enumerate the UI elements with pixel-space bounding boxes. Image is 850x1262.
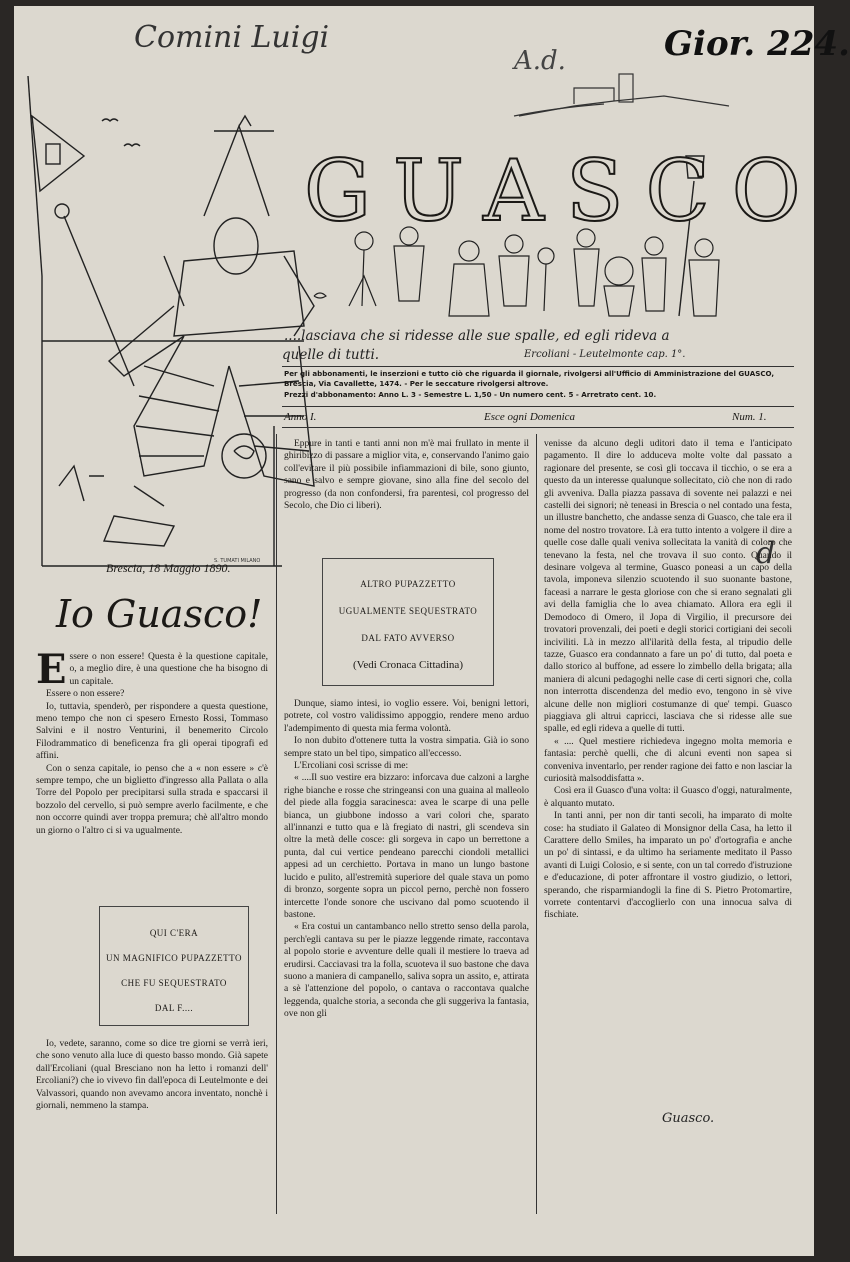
article-column-2: [284, 438, 529, 512]
article-column-3: [544, 438, 792, 922]
col2-paragraph-5: « ....Il suo vestire era bizzaro: inforcava due calzoni a larghe righe bianche e rosse che stringeansi con una guaina al malleolo del piede alla foggia saracinesca: avea le scarpe di una pelle bianca, un giubbone indosso a vari colori che, sparato all'innanzi e tutto qua e là fregiato di nastri, gli scendeva sin oltre la metà delle cosce: gli sorgeva in capo un berrettone a punta, dal cui vertice pendeano parecchi ciondoli metallici appesi ad un cerchietto. Portava in mano un lungo bastone lucido e pulito, all'estremità superiore del quale stava un pomo di bronzo, sorgente sopra un piccol perno, perchè non fossero intercette l'onde sonore che uscivano dal pomo scuotendo il bastone.: [284, 773, 529, 920]
box1-line-3: CHE FU SEQUESTRATO: [121, 978, 227, 988]
handwritten-margin-mark: d: [756, 536, 776, 571]
notice-rule-top: [282, 366, 794, 367]
masthead-title: GUASCO: [304, 142, 823, 240]
subscription-notice: Per gli abbonamenti, le inserzioni e tutto ciò che riguarda il giornale, rivolgersi all'Ufficio di Amministrazione del GUASCO, Brescia, Via Cavallette, 1474. - Per le seccature rivolgersi altrove.: [284, 369, 775, 388]
sequestered-cartoon-box-1: [99, 906, 249, 1026]
motto-line-2: quelle di tutti.: [282, 347, 380, 363]
handwritten-name: Comini Luigi: [134, 20, 330, 55]
box1-line-4: DAL F....: [154, 1003, 194, 1013]
box1-line-1: QUI C'ERA: [149, 928, 199, 938]
box2-line-2: UGUALMENTE SEQUESTRATO: [338, 606, 478, 616]
notice-rule-bottom: [282, 406, 794, 407]
col2-paragraph-6: « Era costui un cantambanco nello stretto senso della parola, perch'egli cantava su per le piazze leggende rimate, raccontava al popolo storie e avventure delle quali il mestiere lo traeva ad erudirsi. Cacciavasi tra la folla, scuoteva il suo bastone che dava suono a maniera di campanello, saliva sopra un assito, e, attirata a sè l'attenzione del popolo, o cantava o raccontava qualche leggenda, qualche storia, a seconda che gli suggeriva la fantasia, ove non gli: [284, 922, 529, 1020]
article-column-1-bottom: [36, 1038, 268, 1112]
dateline: Brescia, 18 Maggio 1890.: [106, 561, 231, 575]
col3-paragraph-1: venisse da alcuno degli uditori dato il tema e l'anticipato pagamento. Il dire lo adduceva molte volte dal passato a ragionare del presente, se così gli toccava il ticchio, o se era a questo da un interesse qualunque sollecitato, ciò che non di rado gli avveniva. Dalla piazza passava di sovente nei palazzi e nei castelli dei signori; nè teneasi in Brescia o nel contado una festa, un illustre banchetto, che andasse senza di Guasco, che tale era il nome del nostro trovatore. Là era tutto intento a volgere il dire a quelle cose dalle quali veniva sollecitata la vanità di coloro che tenevano la festa, nel che trovava il suo conto. Quando il desinare volgeva al termine, Guasco poneasi a un capo della tavola, imponeva silenzio scuotendo il suo suonante bastone, faceasi a narrare le gesta gloriose con che si erano segnalati gli avi della famiglia che lo avea chiamato. Allora era egli il Demodoco di Omero, il Jopa di Virgilio, il precursore dei trovatori provenzali, dei poeti e degli storici cortigiani dei secoli inciviliti. Là in mezzo all'ilarità della festa, al tripudio delle tazze, Guasco era condannato a fare un po' di tutto, dal poeta e dallo storico al buffone, ad essere lo zimbello della brigata; alla maniera di alcuni pedagoghi nelle case di certi signori che, colla non interrotta discendenza del medio evo, tengono in sè vive alcune delle non migliori costumanze di que' tempi. Guasco piaggiava gli altrui capricci, lasciava che si ridesse alle sue spalle, ed egli rideva a quelle di tutti.: [544, 439, 792, 735]
col1-paragraph-2: Essere o non essere?: [46, 689, 125, 700]
issue-frequency: Esce ogni Domenica: [484, 411, 576, 423]
issue-year: Anno I.: [284, 411, 317, 423]
column-divider-1: [276, 434, 277, 1214]
sequestered-cartoon-box-2: [322, 558, 494, 686]
artist-credit: S. TUMATI MILANO: [214, 558, 261, 564]
article-column-1: [36, 646, 268, 837]
newspaper-page: [14, 6, 850, 1256]
headline: Io Guasco!: [56, 592, 263, 636]
box2-note: (Vedi Cronaca Cittadina): [353, 659, 463, 671]
subscription-prices: Prezzi d'abbonamento: Anno L. 3 - Semestre L. 1,50 - Un numero cent. 5 - Arretrato cent. 10.: [284, 390, 657, 399]
col1-paragraph-3: Io, tuttavia, spenderò, per rispondere a questa questione, meno tempo che non ci spesero Ernesto Rossi, Tommaso Salvini e il nostro Venturini, il benemerito Circolo Filodrammatico di beneficenza fra gli operai tipografi ed affini.: [36, 701, 268, 762]
col2-paragraph-3: Io non dubito d'ottenere tutta la vostra simpatia. Già io sono sempre stato un bel tipo, simpatico all'eccesso.: [284, 736, 529, 759]
handwritten-archive-number: Gior. 224.: [664, 24, 850, 64]
col2-paragraph-4: L'Ercoliani così scrisse di me:: [294, 761, 409, 772]
box1-line-2: UN MAGNIFICO PUPAZZETTO: [105, 953, 242, 963]
col1-paragraph-5: Io, vedete, saranno, come so dice tre giorni se verrà ieri, che sono venuto alla luce di questo basso mondo. Già sapete dall'Ercoliani (qual Bresciano non ha letto i romanzi dell' Ercoliani?) che io vivevo fin dall'epoca di Leutelmonte e dei Valvassori, quando non avevamo ancora inventato, nonchè i giornali, nemmeno la stampa.: [36, 1039, 268, 1112]
col2-paragraph-1: Eppure in tanti e tanti anni non m'è mai frullato in mente il ghiribizzo di passare a miglior vita, e, conservando l'animo gaio coll'evitare il più possibile infiammazioni di bile, sono giunto, sano e salvo e sempre giovane, sino alla fine del secolo del progresso (da non confondersi, fra parentesi, col progresso del Secolo, che Dio ci liberi).: [284, 439, 529, 512]
col3-paragraph-4: In tanti anni, per non dir tanti secoli, ha imparato di molte cose: ha studiato il Galateo di Monsignor della Casa, ha letto il Carattere dello Smiles, ha imparato un po' d'ortografia e anche un po' di sintassi, e da ultimo ha seriamente meditato il Passo avanti di Luigi Colosio, e si sente, con un tal corredo d'istruzione e d'educazione, di poter affrontare il vostro giudizio, o lettori, sperando, che risparmiandogli la fine di S. Pietro Protomartire, vorrete contentarvi d'accoglierlo con una innocua salva di fischiate.: [544, 811, 792, 921]
drop-cap: E: [36, 646, 67, 693]
article-column-2-bottom: [284, 698, 529, 1021]
motto-source: Ercoliani - Leutelmonte cap. 1°.: [524, 349, 686, 360]
article-signature: Guasco.: [662, 1111, 715, 1126]
col2-paragraph-2: Dunque, siamo intesi, io voglio essere. Voi, benigni lettori, potrete, col vostro validissimo appoggio, rendere meno arduo l'adempimento di questa mia ferma volontà.: [284, 699, 529, 734]
issue-number: Num. 1.: [732, 411, 767, 423]
issue-rule: [282, 427, 794, 428]
col3-paragraph-3: Così era il Guasco d'una volta: il Guasco d'oggi, naturalmente, è alquanto mutato.: [544, 786, 792, 809]
col1-paragraph-1: ssere o non essere! Questa è la questione capitale, o, a meglio dire, è una questione che ha bisogno di un capitale.: [69, 652, 268, 687]
col1-paragraph-4: Con o senza capitale, io penso che a « non essere » c'è sempre tempo, che un biglietto d'ingresso alla Pallata o alla Torre del Popolo per precipitarsi sulla strada e spaccarsi il bozzolo del cervello, si può sempre averlo facilmente, e che non occorre quindi aver troppa premura; chè all'altro mondo un giorno o l'altro ci si va ugualmente.: [36, 763, 268, 836]
motto-line-1: ....lasciava che si ridesse alle sue spalle, ed egli rideva a: [284, 328, 670, 344]
box2-line-1: ALTRO PUPAZZETTO: [360, 579, 456, 589]
box2-line-3: DAL FATO AVVERSO: [361, 633, 455, 643]
col3-paragraph-2: « .... Quel mestiere richiedeva ingegno molta memoria e fantasia: perchè quelli, che di alcuni eventi non sapea si conveniva inventarlo, per render ragione dei fatto e non lasciar la curiosità malsoddisfatta ».: [544, 736, 792, 784]
handwritten-initials: A.d.: [514, 46, 566, 76]
column-divider-2: [536, 434, 537, 1214]
